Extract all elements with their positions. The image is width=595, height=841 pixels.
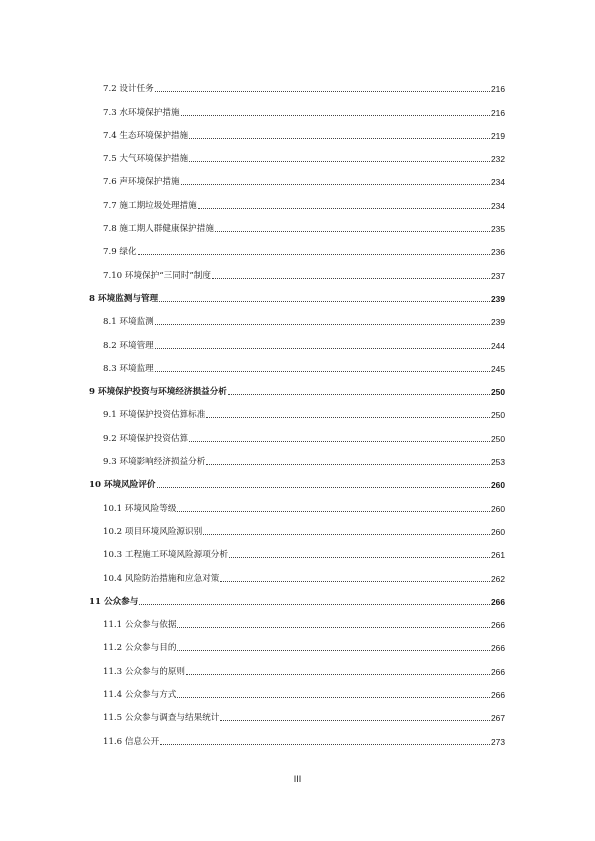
dot-leader [189, 440, 490, 442]
toc-section-entry[interactable] [89, 235, 505, 258]
dot-leader [220, 580, 490, 582]
toc-entry-page-number: 239 [491, 317, 505, 328]
dot-leader [138, 253, 490, 255]
toc-entry-page-number: 253 [491, 457, 505, 468]
toc-section-entry[interactable] [89, 561, 505, 584]
toc-entry-page-number: 239 [491, 293, 505, 304]
toc-section-entry[interactable] [89, 328, 505, 351]
dot-leader [160, 743, 490, 745]
toc-section-entry[interactable] [89, 538, 505, 561]
toc-entry-label: 7.10 环境保护“三同时”制度 [103, 270, 211, 281]
toc-entry-label: 7.9 绿化 [103, 247, 137, 258]
dot-leader [155, 90, 490, 92]
toc-entry-page-number: 262 [491, 573, 505, 584]
toc-entry-page-number: 245 [491, 363, 505, 374]
toc-section-entry[interactable] [89, 491, 505, 514]
toc-section-entry[interactable] [89, 305, 505, 328]
dot-leader [159, 300, 490, 302]
toc-entry-page-number: 260 [491, 503, 505, 514]
toc-entry-label: 11.1 公众参与依据 [103, 620, 177, 631]
toc-chapter-entry[interactable] [89, 585, 505, 608]
toc-entry-label: 8 环境监测与管理 [89, 293, 159, 304]
toc-section-entry[interactable] [89, 445, 505, 468]
toc-section-entry[interactable] [89, 724, 505, 747]
toc-entry-label: 10.4 风险防治措施和应急对策 [103, 573, 220, 584]
toc-entry-label: 9.2 环境保护投资估算 [103, 433, 189, 444]
toc-entry-label: 7.8 施工期人群健康保护措施 [103, 224, 214, 235]
toc-entry-label: 11.6 信息公开 [103, 736, 160, 747]
toc-entry-page-number: 237 [491, 270, 505, 281]
toc-entry-label: 10.2 项目环境风险源识别 [103, 526, 203, 537]
dot-leader [206, 416, 490, 418]
dot-leader [155, 347, 490, 349]
toc-entry-page-number: 261 [491, 550, 505, 561]
dot-leader [212, 277, 490, 279]
toc-section-entry[interactable] [89, 421, 505, 444]
toc-entry-page-number: 266 [491, 666, 505, 677]
toc-entry-label: 8.1 环境监测 [103, 317, 154, 328]
dot-leader [220, 719, 490, 721]
toc-entry-label: 7.6 声环境保护措施 [103, 177, 180, 188]
dot-leader [189, 137, 490, 139]
toc-section-entry[interactable] [89, 701, 505, 724]
table-of-contents [89, 72, 505, 748]
toc-entry-page-number: 266 [491, 643, 505, 654]
toc-entry-label: 11.2 公众参与目的 [103, 643, 177, 654]
toc-entry-label: 8.2 环境管理 [103, 340, 154, 351]
toc-entry-page-number: 234 [491, 177, 505, 188]
toc-section-entry[interactable] [89, 142, 505, 165]
toc-entry-page-number: 273 [491, 736, 505, 747]
toc-entry-label: 8.3 环境监理 [103, 363, 154, 374]
toc-entry-page-number: 266 [491, 596, 505, 607]
toc-entry-page-number: 219 [491, 130, 505, 141]
toc-entry-page-number: 236 [491, 247, 505, 258]
toc-section-entry[interactable] [89, 515, 505, 538]
toc-chapter-entry[interactable] [89, 468, 505, 491]
toc-entry-label: 7.3 水环境保护措施 [103, 107, 180, 118]
toc-entry-label: 11.3 公众参与的原则 [103, 666, 186, 677]
toc-section-entry[interactable] [89, 258, 505, 281]
toc-entry-page-number: 250 [491, 387, 505, 398]
toc-entry-label: 10.1 环境风险等级 [103, 503, 177, 514]
dot-leader [155, 370, 490, 372]
dot-leader [198, 207, 490, 209]
toc-entry-label: 7.2 设计任务 [103, 84, 154, 95]
toc-section-entry[interactable] [89, 72, 505, 95]
page-number: III [293, 774, 302, 784]
toc-section-entry[interactable] [89, 678, 505, 701]
toc-section-entry[interactable] [89, 165, 505, 188]
toc-chapter-entry[interactable] [89, 375, 505, 398]
dot-leader [181, 114, 490, 116]
dot-leader [228, 393, 490, 395]
toc-entry-label: 9.3 环境影响经济损益分析 [103, 457, 206, 468]
toc-entry-page-number: 260 [491, 526, 505, 537]
toc-section-entry[interactable] [89, 95, 505, 118]
dot-leader [181, 183, 490, 185]
dot-leader [139, 603, 490, 605]
dot-leader [186, 673, 490, 675]
toc-entry-label: 10 环境风险评价 [89, 480, 156, 491]
dot-leader [177, 696, 490, 698]
toc-entry-page-number: 267 [491, 713, 505, 724]
toc-entry-label: 7.4 生态环境保护措施 [103, 130, 189, 141]
toc-section-entry[interactable] [89, 608, 505, 631]
toc-section-entry[interactable] [89, 352, 505, 375]
dot-leader [229, 556, 490, 558]
dot-leader [189, 160, 490, 162]
toc-section-entry[interactable] [89, 119, 505, 142]
toc-entry-label: 9 环境保护投资与环境经济损益分析 [89, 387, 227, 398]
toc-section-entry[interactable] [89, 212, 505, 235]
toc-section-entry[interactable] [89, 398, 505, 421]
toc-entry-page-number: 235 [491, 224, 505, 235]
toc-entry-label: 7.5 大气环境保护措施 [103, 154, 189, 165]
dot-leader [206, 463, 490, 465]
toc-entry-page-number: 250 [491, 433, 505, 444]
toc-entry-label: 9.1 环境保护投资估算标准 [103, 410, 206, 421]
dot-leader [203, 533, 490, 535]
toc-chapter-entry[interactable] [89, 282, 505, 305]
dot-leader [177, 510, 490, 512]
toc-entry-label: 11 公众参与 [89, 596, 139, 607]
toc-entry-label: 7.7 施工期垃圾处理措施 [103, 200, 197, 211]
toc-entry-page-number: 266 [491, 620, 505, 631]
toc-section-entry[interactable] [89, 631, 505, 654]
toc-entry-label: 11.5 公众参与调查与结果统计 [103, 713, 220, 724]
dot-leader [155, 323, 490, 325]
toc-entry-label: 10.3 工程施工环境风险源项分析 [103, 550, 228, 561]
toc-entry-page-number: 216 [491, 107, 505, 118]
dot-leader [157, 486, 491, 488]
toc-entry-page-number: 250 [491, 410, 505, 421]
toc-entry-page-number: 216 [491, 84, 505, 95]
toc-entry-page-number: 266 [491, 690, 505, 701]
dot-leader [177, 626, 490, 628]
toc-entry-page-number: 234 [491, 200, 505, 211]
toc-entry-page-number: 244 [491, 340, 505, 351]
toc-section-entry[interactable] [89, 654, 505, 677]
toc-entry-label: 11.4 公众参与方式 [103, 690, 177, 701]
toc-section-entry[interactable] [89, 188, 505, 211]
dot-leader [177, 649, 490, 651]
toc-entry-page-number: 260 [491, 480, 505, 491]
toc-entry-page-number: 232 [491, 154, 505, 165]
dot-leader [215, 230, 490, 232]
